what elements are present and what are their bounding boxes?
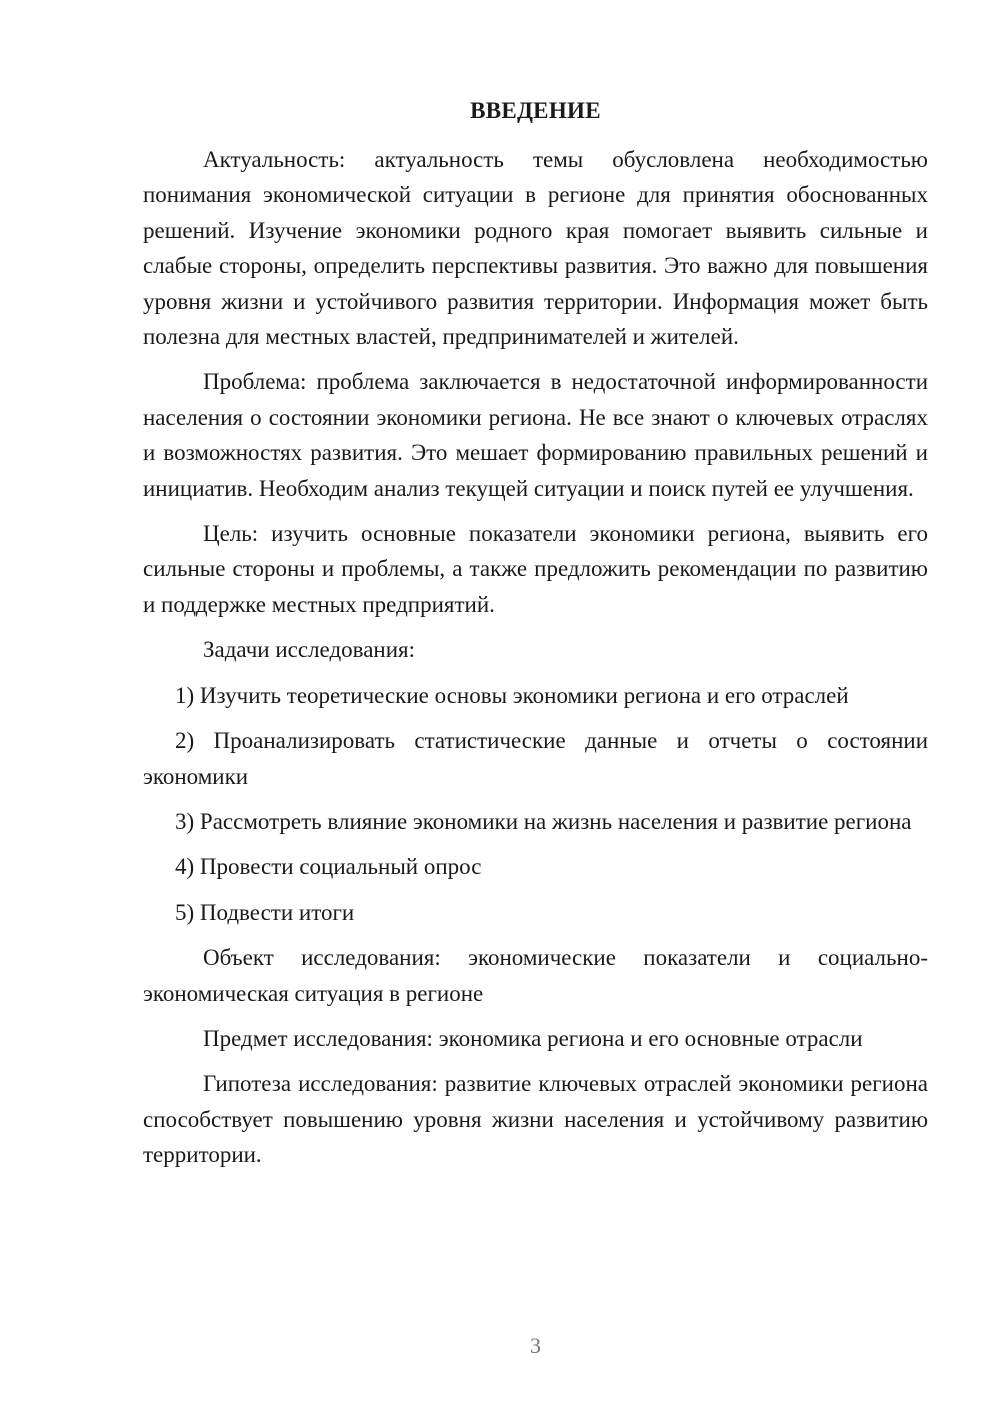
paragraph-object: Объект исследования: экономические показатели и социально-экономическая ситуация в регионе (143, 945, 928, 1006)
page-number: 3 (530, 1333, 541, 1358)
task-item: 1) Изучить теоретические основы экономики региона и его отраслей (175, 682, 849, 708)
task-item: 2) Проанализировать статистические данные и отчеты о состоянии экономики (143, 728, 928, 789)
task-item: 3) Рассмотреть влияние экономики на жизнь населения и развитие региона (175, 808, 912, 834)
paragraph-hypothesis: Гипотеза исследования: развитие ключевых отраслей экономики региона способствует повышению уровня жизни населения и устойчивому развитию территории. (143, 1071, 928, 1168)
paragraph-problem: Проблема: проблема заключается в недостаточной информированности населения о состоянии экономики региона. Не все знают о ключевых отраслях и возможностях развития. Это мешает формированию правильных решений и инициатив. Необходим анализ текущей ситуации и поиск путей ее улучшения. (143, 369, 928, 501)
paragraph-subject: Предмет исследования: экономика региона и его основные отрасли (203, 1025, 863, 1051)
paragraph-tasks-heading: Задачи исследования: (203, 637, 416, 663)
document-body (143, 142, 928, 1183)
task-item: 5) Подвести итоги (175, 899, 355, 925)
task-item: 4) Провести социальный опрос (175, 854, 482, 880)
document-page (143, 0, 928, 1414)
paragraph-goal: Цель: изучить основные показатели экономики региона, выявить его сильные стороны и проблемы, а также предложить рекомендации по развитию и поддержке местных предприятий. (143, 521, 928, 617)
page-title: ВВЕДЕНИЕ (470, 98, 601, 123)
paragraph-relevance: Актуальность: актуальность темы обусловлена необходимостью понимания экономической ситуации в регионе для принятия обоснованных решений. Изучение экономики родного края помогает выявить сильные и слабые стороны, определить перспективы развития. Это важно для повышения уровня жизни и устойчивого развития территории. Информация может быть полезна для местных властей, предпринимателей и жителей. (143, 147, 928, 350)
